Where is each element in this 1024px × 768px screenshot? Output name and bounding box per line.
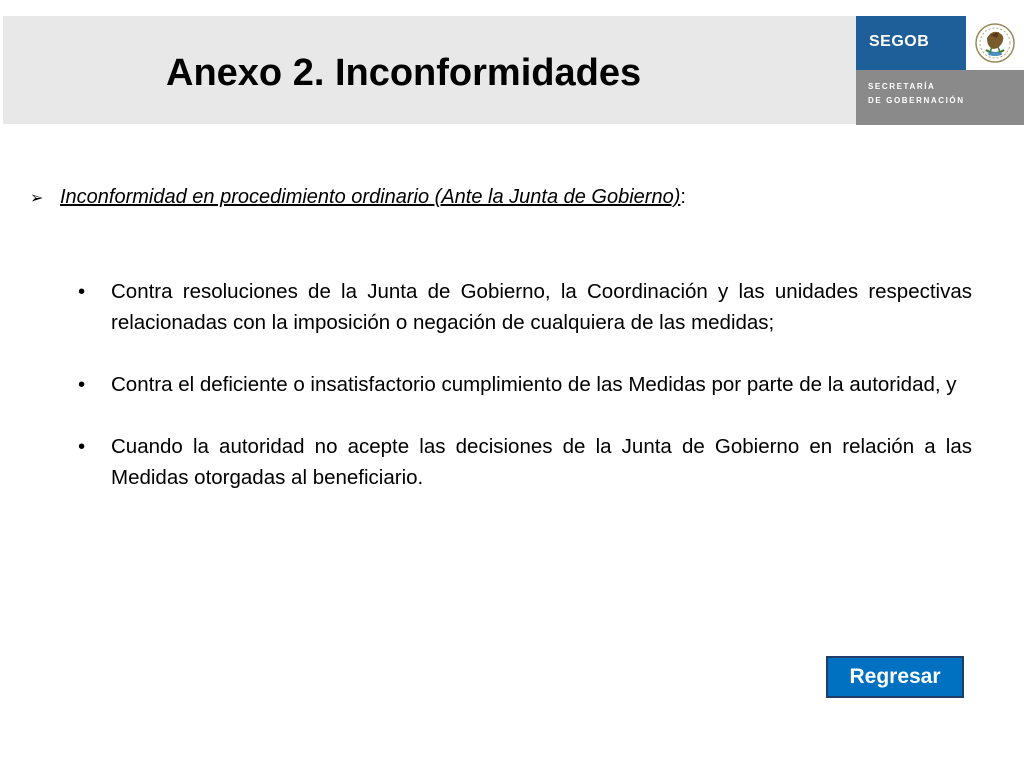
coat-of-arms-box — [966, 16, 1024, 70]
logo-caption-line1: SECRETARÍA — [868, 82, 936, 91]
subheading — [30, 184, 686, 212]
bullet-dot-icon: • — [78, 373, 86, 396]
subheading-text: Inconformidad en procedimiento ordinario (Ante la Junta de Gobierno) — [60, 186, 681, 208]
segob-brand-box — [856, 16, 966, 70]
bullet-list — [78, 276, 972, 524]
bullet-dot-icon: • — [78, 435, 86, 458]
page-title: Anexo 2. Inconformidades — [166, 52, 642, 94]
arrow-bullet-icon: ➢ — [30, 190, 44, 207]
subheading-suffix: : — [680, 186, 686, 208]
list-item — [78, 431, 972, 493]
list-item-text: Contra resoluciones de la Junta de Gobierno, la Coordinación y las unidades respectivas relacionadas con la imposición o negación de cualquiera de las medidas; — [111, 280, 972, 334]
logo-caption — [868, 80, 965, 108]
segob-brand-text: SEGOB — [869, 33, 930, 50]
return-button[interactable]: Regresar — [826, 656, 964, 698]
list-item-text: Cuando la autoridad no acepte las decisiones de la Junta de Gobierno en relación a las Medidas otorgadas al beneficiario. — [111, 435, 972, 489]
mexican-coat-of-arms-icon — [966, 16, 1024, 70]
list-item — [78, 369, 972, 400]
segob-logo — [856, 16, 1024, 125]
list-item — [78, 276, 972, 338]
logo-caption-line2: DE GOBERNACIÓN — [868, 96, 965, 105]
bullet-dot-icon: • — [78, 280, 86, 303]
list-item-text: Contra el deficiente o insatisfactorio cumplimiento de las Medidas por parte de la autoridad, y — [111, 373, 957, 396]
